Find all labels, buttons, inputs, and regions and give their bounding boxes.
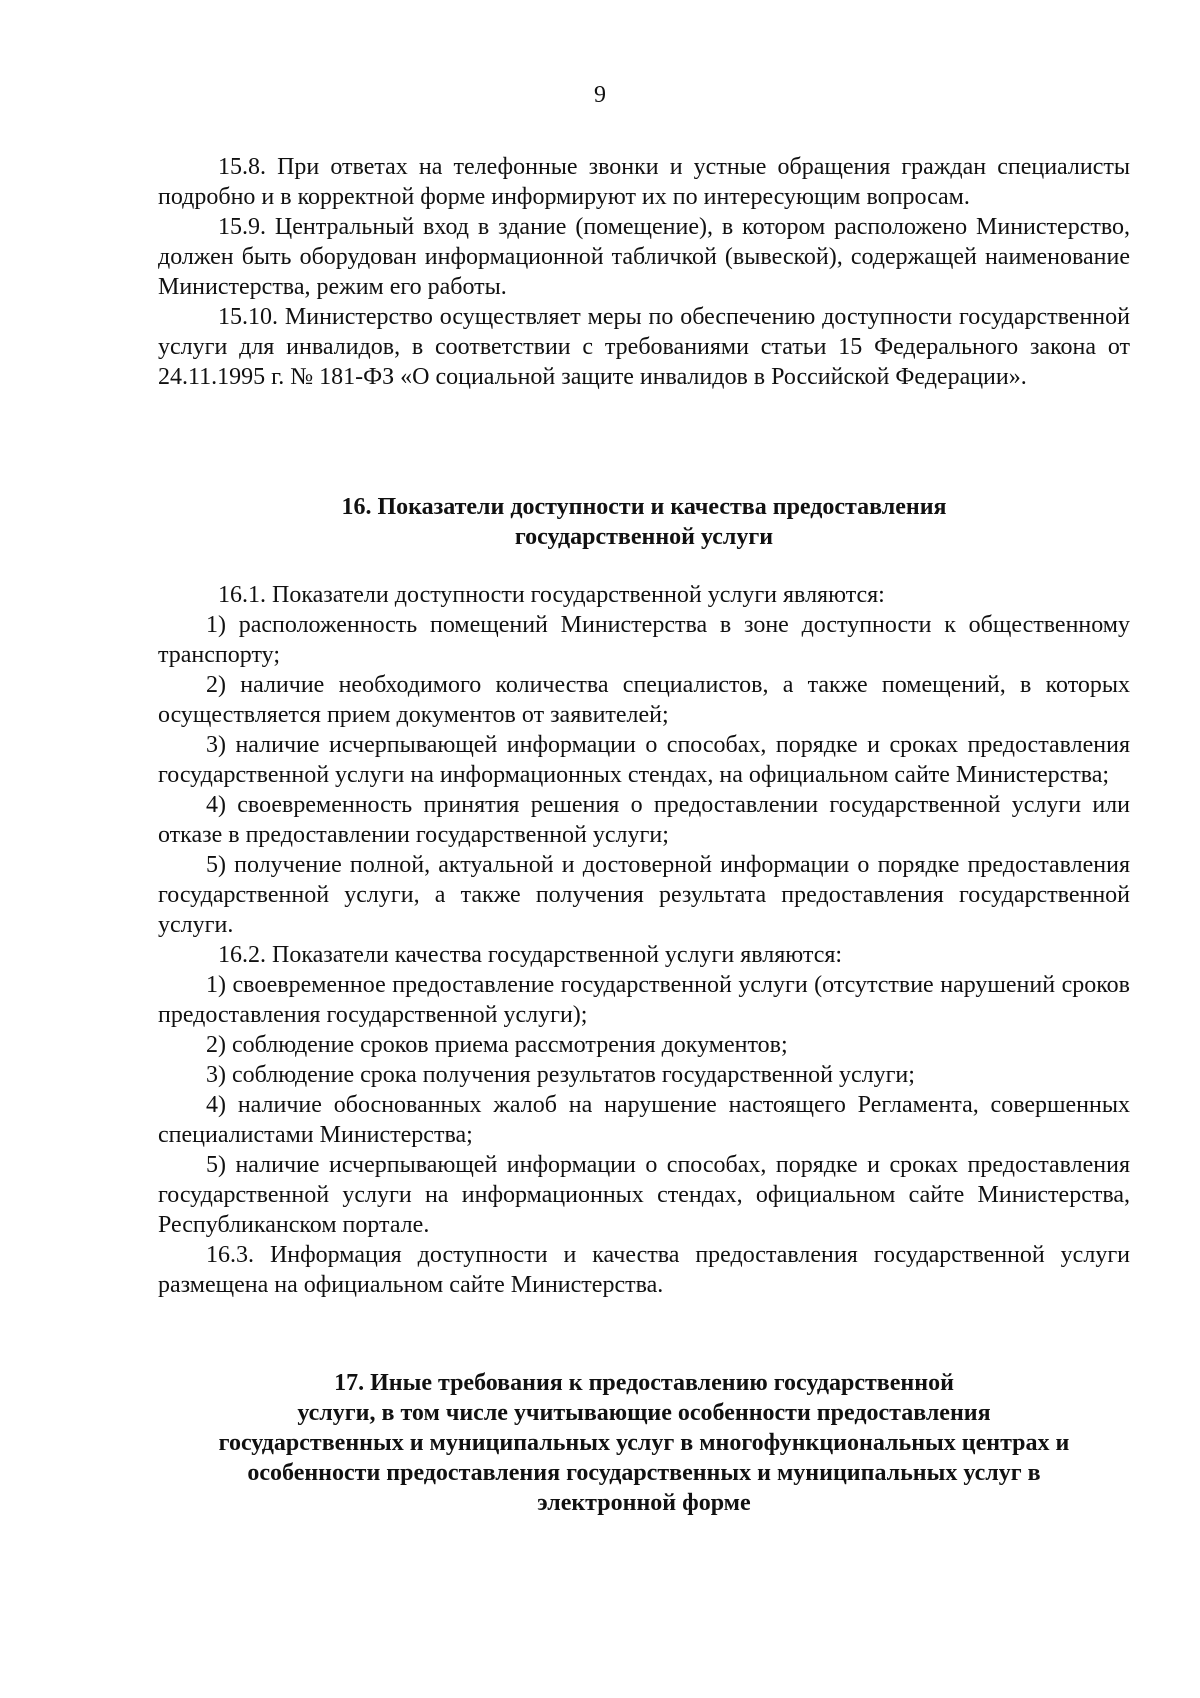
paragraph-15-8: 15.8. При ответах на телефонные звонки и устные обращения граждан специалисты подробно и в корректной форме информируют их по интересующим вопросам. <box>158 154 1130 210</box>
section-17-heading-line: 17. Иные требования к предоставлению государственной <box>334 1370 954 1396</box>
list-item: 4) своевременность принятия решения о предоставлении государственной услуги или отказе в предоставлении государственной услуги; <box>158 792 1130 848</box>
list-item: 1) своевременное предоставление государственной услуги (отсутствие нарушений сроков предоставления государственной услуги); <box>158 972 1130 1028</box>
list-item: 5) наличие исчерпывающей информации о способах, порядке и сроках предоставления государственной услуги на информационных стендах, официальном сайте Министерства, Республиканском портале. <box>158 1152 1130 1238</box>
list-item: 2) соблюдение сроков приема рассмотрения документов; <box>206 1032 788 1058</box>
section-16-heading <box>158 492 1130 552</box>
section-15-paragraphs <box>158 152 1130 392</box>
list-item: 5) получение полной, актуальной и достоверной информации о порядке предоставления государственной услуги, а также получения результата предоставления государственной услуги. <box>158 852 1130 938</box>
list-item: 4) наличие обоснованных жалоб на нарушение настоящего Регламента, совершенных специалистами Министерства; <box>158 1092 1130 1148</box>
section-16-paragraphs <box>158 580 1130 1300</box>
paragraph-16-2: 16.2. Показатели качества государственной услуги являются: <box>218 942 843 968</box>
list-item: 3) наличие исчерпывающей информации о способах, порядке и сроках предоставления государственной услуги на информационных стендах, на официальном сайте Министерства; <box>158 732 1130 788</box>
section-17-heading-line: особенности предоставления государственных и муниципальных услуг в <box>247 1460 1041 1486</box>
section-17-heading <box>158 1368 1130 1518</box>
list-item: 3) соблюдение срока получения результатов государственной услуги; <box>206 1062 915 1088</box>
page-number: 9 <box>594 82 606 108</box>
list-item: 1) расположенность помещений Министерства в зоне доступности к общественному транспорту; <box>158 612 1130 668</box>
list-item: 2) наличие необходимого количества специалистов, а также помещений, в которых осуществляется прием документов от заявителей; <box>158 672 1130 728</box>
section-17-heading-line: услуги, в том числе учитывающие особенности предоставления <box>297 1400 991 1426</box>
section-16-heading-line: 16. Показатели доступности и качества предоставления <box>341 494 947 520</box>
section-16-heading-line: государственной услуги <box>514 524 774 550</box>
paragraph-15-9: 15.9. Центральный вход в здание (помещение), в котором расположено Министерство, должен быть оборудован информационной табличкой (вывеской), содержащей наименование Министерства, режим его работы. <box>158 214 1130 300</box>
paragraph-15-10: 15.10. Министерство осуществляет меры по обеспечению доступности государственной услуги для инвалидов, в соответствии с требованиями статьи 15 Федерального закона от 24.11.1995 г. № 181-ФЗ «О социальной защите инвалидов в Российской Федерации». <box>158 304 1130 390</box>
paragraph-16-3: 16.3. Информация доступности и качества предоставления государственной услуги размещена на официальном сайте Министерства. <box>158 1242 1130 1298</box>
section-17-heading-line: государственных и муниципальных услуг в многофункциональных центрах и <box>218 1430 1070 1456</box>
section-17-heading-line: электронной форме <box>537 1490 751 1516</box>
paragraph-16-1: 16.1. Показатели доступности государственной услуги являются: <box>218 582 885 608</box>
